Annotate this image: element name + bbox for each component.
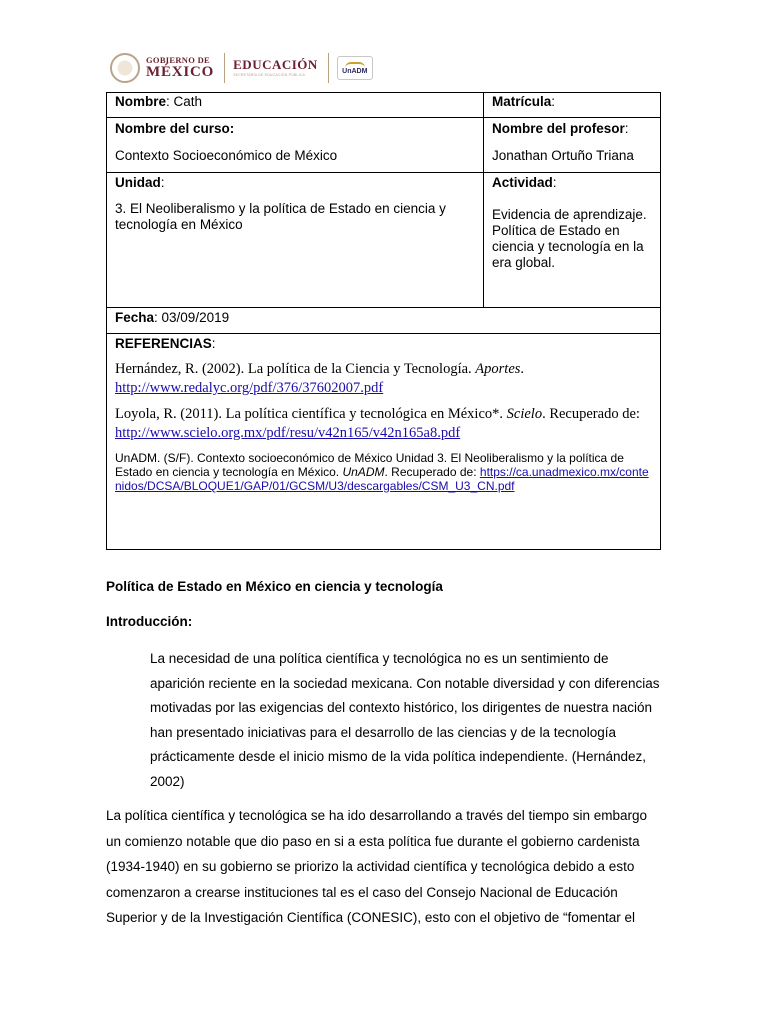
reference-2: [115, 405, 652, 443]
ref1-link[interactable]: http://www.redalyc.org/pdf/376/37602007.pdf: [115, 380, 384, 396]
matricula-cell: [484, 93, 661, 118]
referencias-cell: [107, 334, 661, 550]
actividad-label: Actividad: [492, 175, 553, 190]
ref2-text: Loyola, R. (2011). La política científica y tecnológica en México*.: [115, 406, 507, 422]
ref1-end: .: [520, 361, 525, 377]
unadm-logo: [337, 56, 373, 80]
essay-title: Política de Estado en México en ciencia y tecnología: [106, 579, 443, 594]
curso-cell: [107, 118, 484, 173]
actividad-colon: :: [552, 175, 557, 190]
actividad-value: Evidencia de aprendizaje. Política de Estado en ciencia y tecnología en la era global.: [492, 207, 647, 270]
ref1-text: Hernández, R. (2002). La política de la Ciencia y Tecnología.: [115, 361, 476, 377]
gobierno-logo: [146, 56, 214, 80]
intro-heading: Introducción:: [106, 614, 193, 629]
unadm-text: UnADM: [342, 67, 368, 75]
intro-quote: La necesidad de una política científica y tecnológica no es un sentimiento de aparición reciente en la sociedad mexicana. Con notable diversidad y con diferencias motivadas por las exigencias del contexto histórico, los dirigentes de nuestra nación han presentado iniciativas para el desarrollo de las ciencias y de la tecnología prácticamente desde el inicio mismo de la vida política independiente. (Hernández, 2002): [150, 651, 660, 789]
curso-value: Contexto Socioeconómico de México: [115, 148, 338, 163]
profesor-label: Nombre del profesor: [492, 121, 625, 136]
unidad-cell: [107, 173, 484, 308]
fecha-cell: [107, 308, 661, 334]
reference-3: [115, 451, 652, 493]
profesor-colon: :: [624, 121, 629, 136]
educacion-logo: [233, 58, 318, 78]
referencias-colon: :: [211, 336, 216, 351]
nombre-label: Nombre: [115, 94, 167, 109]
unidad-colon: :: [160, 175, 165, 190]
referencias-label: REFERENCIAS: [115, 336, 212, 351]
ref1-journal: Aportes: [475, 361, 521, 377]
mexico-seal-icon: [110, 53, 140, 83]
unidad-value: 3. El Neoliberalismo y la política de Estado en ciencia y tecnología en México: [115, 201, 446, 232]
ref3-end: . Recuperado de:: [384, 465, 480, 479]
ref2-link[interactable]: http://www.scielo.org.mx/pdf/resu/v42n165/v42n165a8.pdf: [115, 425, 461, 441]
body-paragraph: La política científica y tecnológica se ha ido desarrollando a través del tiempo sin embargo un comienzo notable que dio paso en si a esta política fue durante el gobierno cardenista (1934-1940) en su gobierno se priorizo la actividad científica y tecnológica debido a esto comenzaron a crearse instituciones tal es el caso del Consejo Nacional de Educación Superior y de la Investigación Científica (CONESIC), esto con el objetivo de “fomentar el: [106, 808, 648, 925]
ref3-link[interactable]: https://ca.unadmexico.mx/contenidos/DCSA/BLOQUE1/GAP/01/GCSM/U3/descargables/CSM_U3_CN.pdf: [115, 465, 649, 493]
educacion-sub-text: SECRETARÍA DE EDUCACIÓN PÚBLICA: [233, 73, 306, 78]
educacion-text: EDUCACIÓN: [233, 57, 318, 73]
curso-label: Nombre del curso:: [115, 121, 235, 136]
gobierno-small-text: GOBIERNO DE: [146, 55, 210, 66]
profesor-cell: [484, 118, 661, 173]
info-table: [106, 92, 661, 550]
matricula-value: :: [551, 94, 556, 109]
gobierno-big-text: MÉXICO: [146, 63, 215, 80]
profesor-value: Jonathan Ortuño Triana: [492, 148, 634, 163]
actividad-cell: [484, 173, 661, 308]
ref3-text: UnADM. (S/F). Contexto socioeconómico de México Unidad 3. El Neoliberalismo y la política de Estado en ciencia y tecnología en México.: [115, 451, 624, 479]
ref2-journal: Scielo: [506, 406, 543, 422]
nombre-cell: [107, 93, 484, 118]
fecha-value: : 03/09/2019: [154, 310, 230, 325]
nombre-value: : Cath: [166, 94, 203, 109]
unidad-label: Unidad: [115, 175, 161, 190]
fecha-label: Fecha: [115, 310, 155, 325]
header-logos: [110, 48, 373, 88]
ref2-end: . Recuperado de:: [542, 406, 640, 422]
matricula-label: Matrícula: [492, 94, 552, 109]
logo-divider: [224, 53, 225, 83]
reference-1: [115, 360, 652, 398]
ref3-journal: UnADM: [342, 465, 385, 479]
logo-divider: [328, 53, 329, 83]
